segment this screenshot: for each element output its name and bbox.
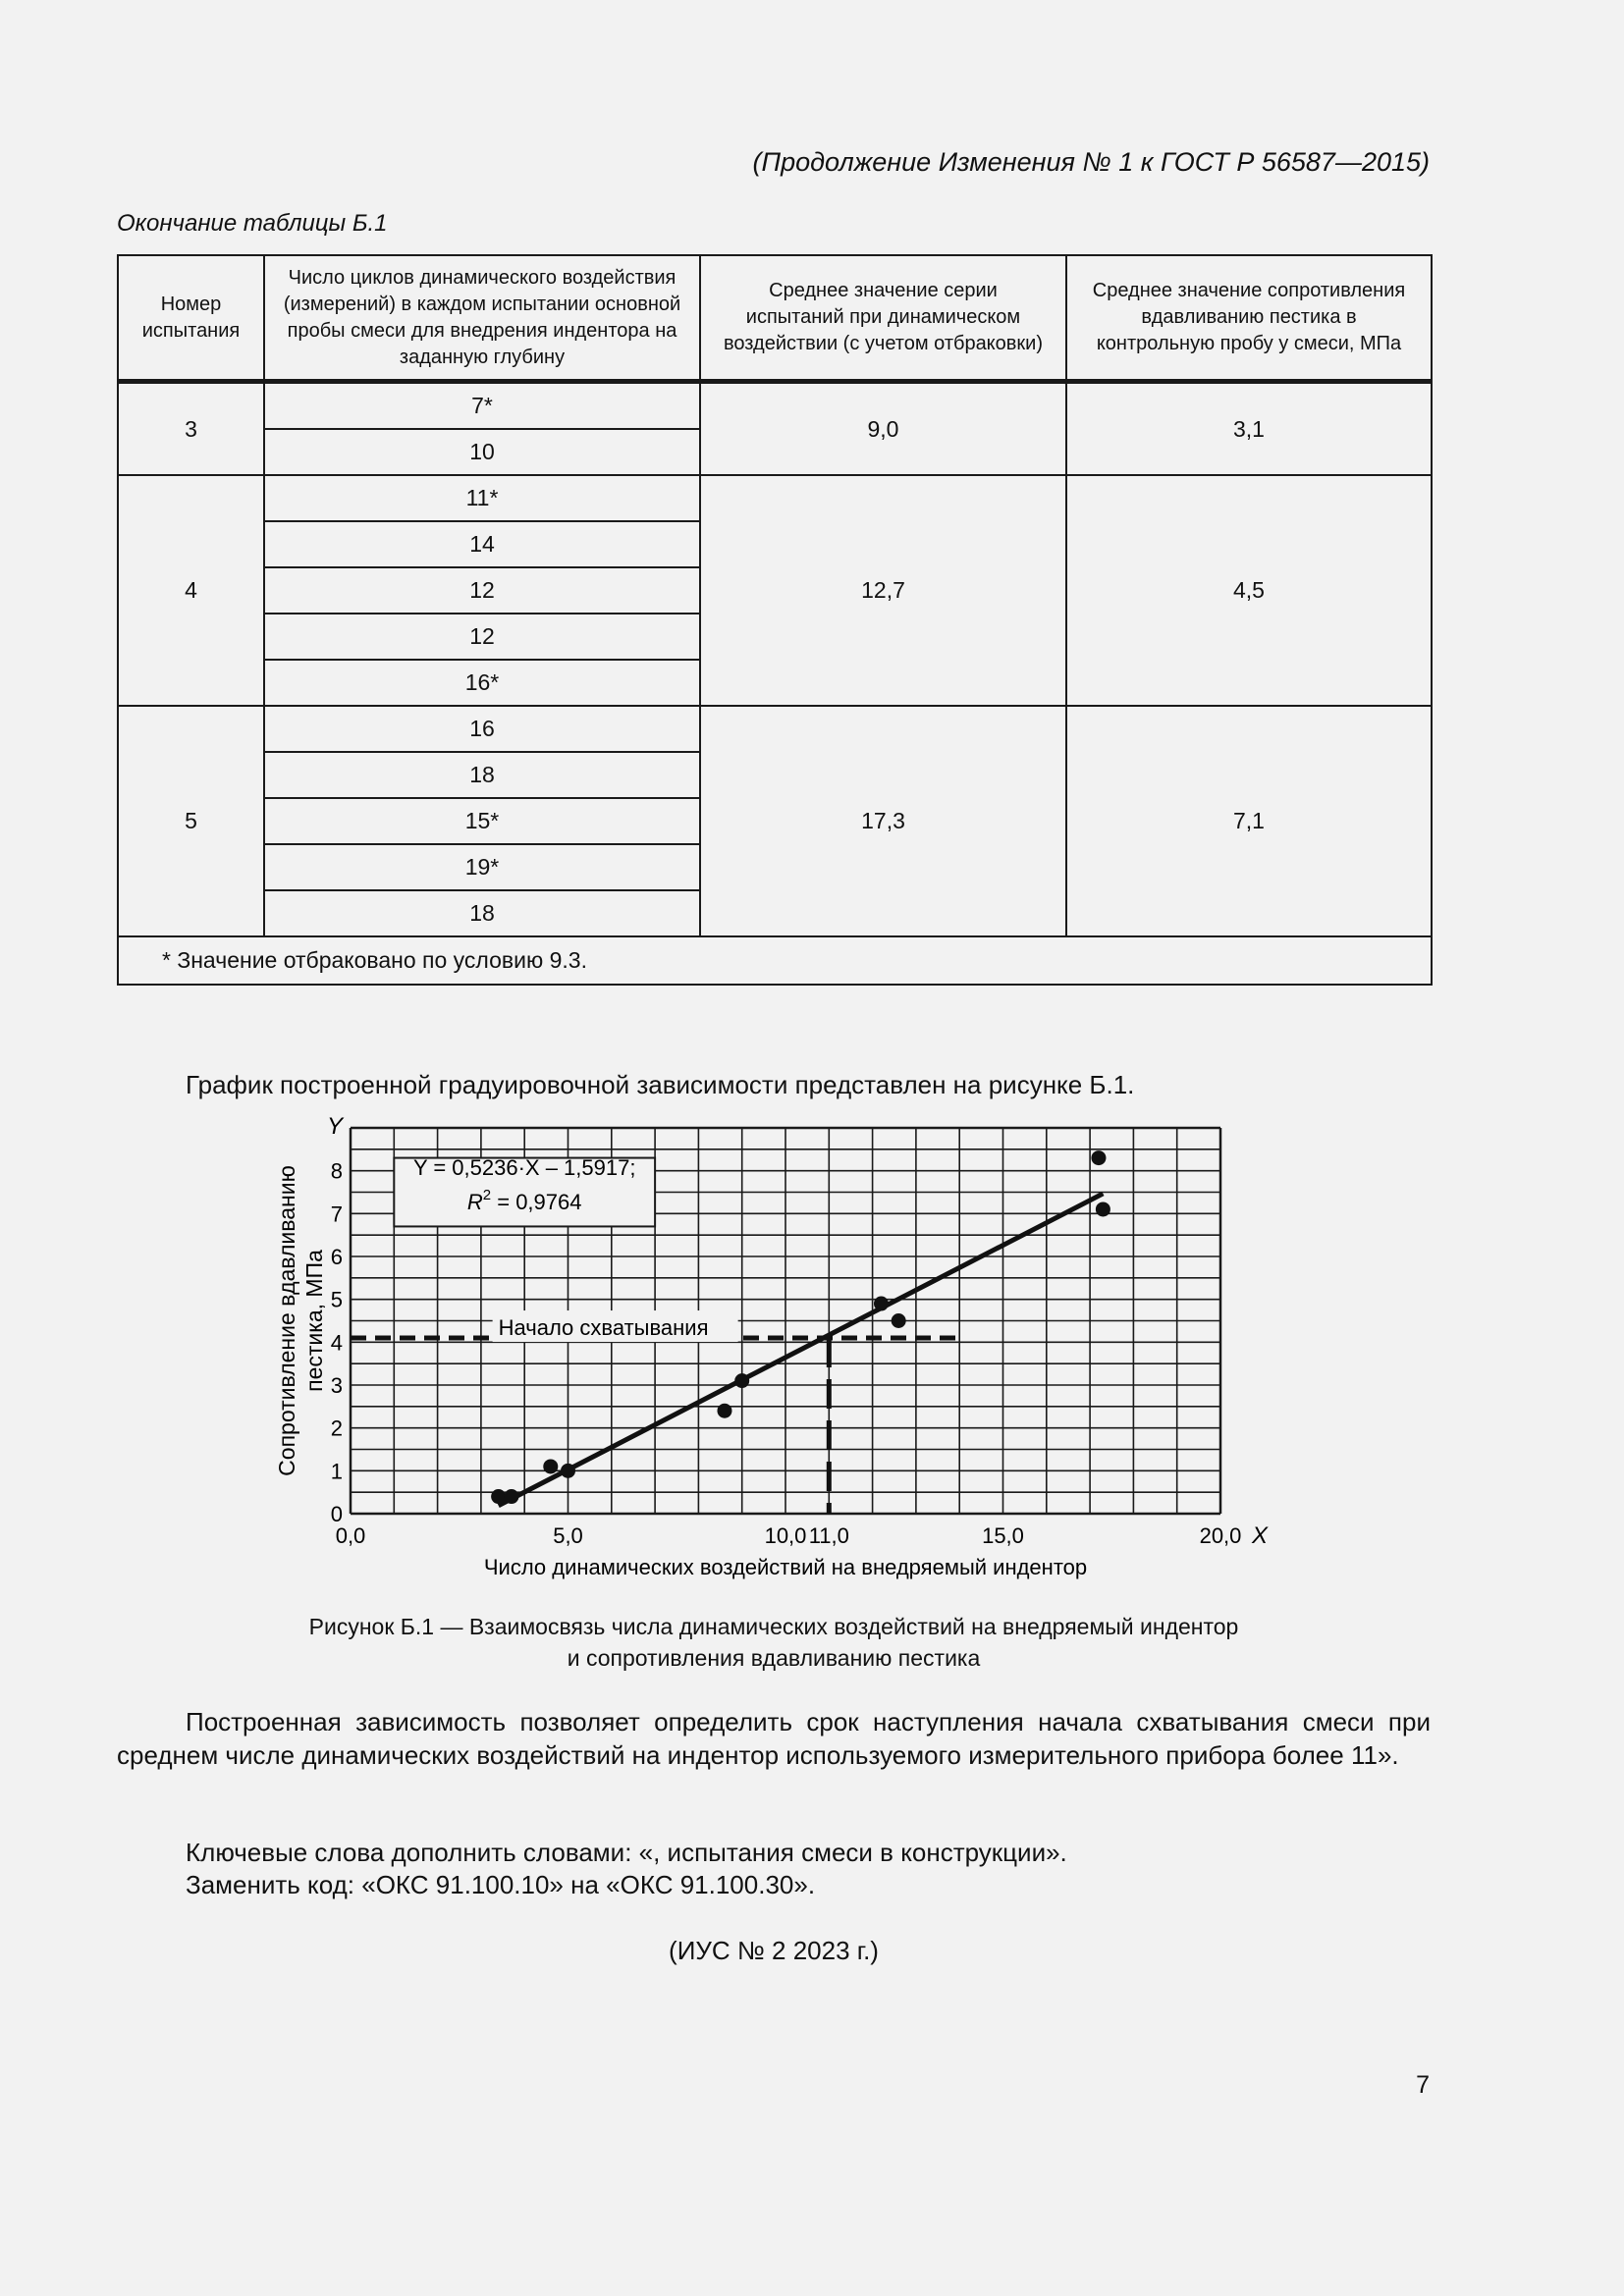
- data-point: [874, 1297, 889, 1311]
- resistance-cell: 3,1: [1066, 382, 1432, 476]
- mean-cell: 9,0: [700, 382, 1066, 476]
- x-tick-label: 11,0: [808, 1523, 849, 1548]
- cycles-cell: 16*: [264, 660, 700, 706]
- data-point: [543, 1459, 558, 1473]
- y-tick-label: 8: [330, 1158, 343, 1184]
- data-point: [892, 1313, 906, 1328]
- table-row: [118, 706, 1432, 752]
- figure-caption: [117, 1611, 1431, 1674]
- equation-line: Y = 0,5236·X – 1,5917;: [412, 1155, 636, 1181]
- y-tick-label: 0: [330, 1502, 343, 1526]
- header-test-number: Номер испытания: [118, 255, 264, 382]
- y-axis-label-line2: пестика, МПа: [301, 1250, 327, 1392]
- data-point: [1096, 1201, 1110, 1216]
- y-tick-label: 7: [330, 1201, 343, 1227]
- x-tick-label: 15,0: [982, 1523, 1024, 1548]
- ius-reference: (ИУС № 2 2023 г.): [669, 1936, 879, 1965]
- data-table: [117, 254, 1433, 986]
- cycles-cell: 15*: [264, 798, 700, 844]
- table-row: [118, 475, 1432, 521]
- test-number-cell: 4: [118, 475, 264, 706]
- data-point: [504, 1489, 518, 1504]
- figure-caption-line1: Рисунок Б.1 — Взаимосвязь числа динамических воздействий на внедряемый индентор: [308, 1614, 1239, 1639]
- cycles-cell: 12: [264, 614, 700, 660]
- x-tick-label: 5,0: [553, 1523, 583, 1548]
- cycles-cell: 7*: [264, 382, 700, 430]
- r-squared-exponent: 2: [482, 1186, 492, 1203]
- data-point: [734, 1373, 749, 1388]
- code-paragraph: Заменить код: «ОКС 91.100.10» на «ОКС 91.100.30».: [186, 1870, 816, 1899]
- table-footnote: * Значение отбраковано по условию 9.3.: [118, 936, 1432, 985]
- cycles-cell: 18: [264, 752, 700, 798]
- cycles-cell: 12: [264, 567, 700, 614]
- document-header: (Продолжение Изменения № 1 к ГОСТ Р 56587—2015): [752, 147, 1430, 177]
- x-tick-label: 20,0: [1199, 1523, 1242, 1548]
- y-tick-label: 1: [330, 1459, 343, 1484]
- data-point: [491, 1489, 506, 1504]
- conclusion-paragraph: Построенная зависимость позволяет определить срок наступления начала схватывания смеси при среднем числе динамических воздействий на индентор используемого измерительного прибора более 11».: [117, 1707, 1431, 1770]
- data-point: [561, 1464, 575, 1478]
- r-squared-value: = 0,9764: [491, 1189, 582, 1214]
- y-tick-label: 3: [330, 1373, 343, 1398]
- resistance-cell: 7,1: [1066, 706, 1432, 936]
- cycles-cell: 14: [264, 521, 700, 567]
- r-squared-symbol: R: [466, 1189, 483, 1214]
- y-tick-label: 4: [330, 1330, 343, 1356]
- resistance-cell: 4,5: [1066, 475, 1432, 706]
- y-axis-symbol: Y: [327, 1113, 344, 1140]
- test-number-cell: 3: [118, 382, 264, 476]
- x-axis-label: Число динамических воздействий на внедряемый индентор: [483, 1555, 1088, 1579]
- y-tick-label: 5: [330, 1287, 343, 1312]
- cycles-cell: 11*: [264, 475, 700, 521]
- page-number: 7: [1416, 2071, 1430, 2099]
- mean-cell: 12,7: [700, 475, 1066, 706]
- cycles-cell: 10: [264, 429, 700, 475]
- x-tick-label: 10,0: [764, 1523, 807, 1548]
- x-axis-symbol: X: [1252, 1522, 1269, 1549]
- cycles-cell: 19*: [264, 844, 700, 890]
- y-tick-label: 2: [330, 1415, 343, 1441]
- y-tick-label: 6: [330, 1245, 343, 1269]
- cycles-cell: 18: [264, 890, 700, 936]
- trend-line: [499, 1194, 1104, 1506]
- header-mean: Среднее значение серии испытаний при динамическом воздействии (с учетом отбраковки): [700, 255, 1066, 382]
- header-resistance: Среднее значение сопротивления вдавливанию пестика в контрольную пробу у смеси, МПа: [1066, 255, 1432, 382]
- data-point: [1091, 1150, 1106, 1165]
- table-row: [118, 382, 1432, 430]
- table-caption: Окончание таблицы Б.1: [117, 210, 388, 237]
- table-footnote-row: [118, 936, 1432, 985]
- test-number-cell: 5: [118, 706, 264, 936]
- x-tick-label: 0,0: [335, 1523, 366, 1548]
- data-point: [717, 1404, 731, 1418]
- header-cycles: Число циклов динамического воздействия (измерений) в каждом испытании основной пробы смеси для внедрения индентора на заданную глубину: [264, 255, 700, 382]
- cycles-cell: 16: [264, 706, 700, 752]
- y-axis-label-line1: Сопротивление вдавливанию: [274, 1165, 299, 1476]
- figure-caption-line2: и сопротивления вдавливанию пестика: [567, 1645, 981, 1671]
- intro-paragraph: График построенной градуировочной зависимости представлен на рисунке Б.1.: [186, 1070, 1135, 1099]
- keywords-paragraph: Ключевые слова дополнить словами: «, испытания смеси в конструкции».: [186, 1838, 1067, 1867]
- threshold-label: Начало схватывания: [498, 1315, 709, 1341]
- mean-cell: 17,3: [700, 706, 1066, 936]
- calibration-chart: [255, 1109, 1335, 1580]
